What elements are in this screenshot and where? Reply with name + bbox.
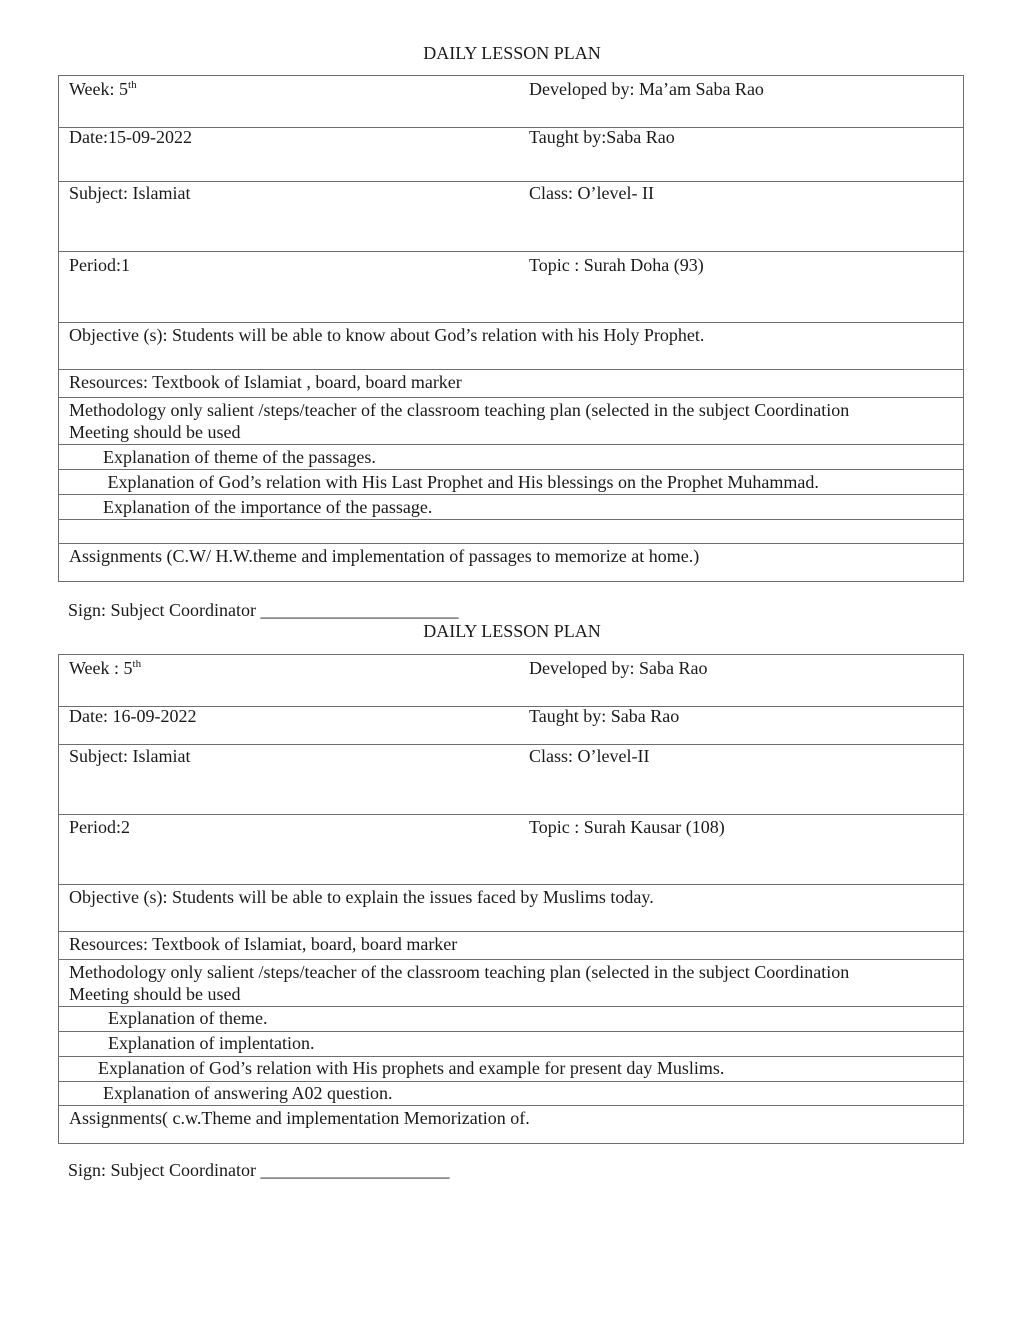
plan1-week: Week: 5th bbox=[69, 79, 137, 99]
plan2-methodology: Methodology only salient /steps/teacher of the classroom teaching plan (selected in the subject Coordination Meeting should be used bbox=[69, 962, 850, 1004]
plan2-step-2-text: Explanation of implentation. bbox=[108, 1033, 315, 1053]
plan2-title: DAILY LESSON PLAN bbox=[423, 621, 601, 641]
plan1-row-assignments bbox=[59, 544, 963, 581]
plan1-step-3-text: Explanation of the importance of the passage. bbox=[103, 497, 433, 517]
plan1-row-objective bbox=[59, 323, 963, 370]
plan2-objective: Objective (s): Students will be able to explain the issues faced by Muslims today. bbox=[69, 887, 654, 907]
plan2-row-assignments bbox=[59, 1106, 963, 1143]
plan2-row-week bbox=[59, 655, 963, 707]
plan2-step-4 bbox=[59, 1082, 963, 1106]
plan1-subject: Subject: Islamiat bbox=[69, 183, 191, 203]
plan1-topic: Topic : Surah Doha (93) bbox=[529, 255, 704, 275]
plan1-row-period bbox=[59, 252, 963, 323]
plan1-row-methodology bbox=[59, 398, 963, 445]
plan2-subject: Subject: Islamiat bbox=[69, 746, 191, 766]
plan1-row-week bbox=[59, 76, 963, 128]
plan2-row-methodology bbox=[59, 960, 963, 1007]
plan1-class: Class: O’level- II bbox=[529, 183, 654, 203]
plan2-table bbox=[58, 654, 964, 1144]
plan2-row-resources bbox=[59, 932, 963, 960]
plan1-resources: Resources: Textbook of Islamiat , board, board marker bbox=[69, 372, 462, 392]
plan1-step-2 bbox=[59, 470, 963, 495]
plan1-period: Period:1 bbox=[69, 255, 130, 275]
plan2-sign: Sign: Subject Coordinator _____________________ bbox=[68, 1160, 450, 1180]
plan2-taught-by: Taught by: Saba Rao bbox=[529, 706, 680, 726]
plan2-step-3 bbox=[59, 1057, 963, 1082]
plan2-date: Date: 16-09-2022 bbox=[69, 706, 197, 726]
plan1-row-resources bbox=[59, 370, 963, 398]
plan1-row-empty bbox=[59, 520, 963, 544]
plan2-period: Period:2 bbox=[69, 817, 130, 837]
plan1-developed-by: Developed by: Ma’am Saba Rao bbox=[529, 79, 764, 99]
plan1-table bbox=[58, 75, 964, 582]
plan2-topic: Topic : Surah Kausar (108) bbox=[529, 817, 725, 837]
plan1-step-2-text: Explanation of God’s relation with His Last Prophet and His blessings on the Prophet Muhammad. bbox=[103, 472, 819, 492]
plan2-week: Week : 5th bbox=[69, 658, 142, 678]
plan1-date: Date:15-09-2022 bbox=[69, 127, 192, 147]
plan1-assignments: Assignments (C.W/ H.W.theme and implementation of passages to memorize at home.) bbox=[69, 546, 700, 566]
plan2-row-subject bbox=[59, 745, 963, 815]
plan2-step-4-text: Explanation of answering A02 question. bbox=[103, 1083, 393, 1103]
plan2-row-objective bbox=[59, 885, 963, 932]
plan2-row-date bbox=[59, 707, 963, 745]
plan1-title: DAILY LESSON PLAN bbox=[423, 43, 601, 63]
plan1-objective: Objective (s): Students will be able to know about God’s relation with his Holy Prophet. bbox=[69, 325, 705, 345]
plan1-row-date bbox=[59, 128, 963, 182]
plan2-step-1 bbox=[59, 1007, 963, 1032]
plan1-step-1 bbox=[59, 445, 963, 470]
plan2-assignments: Assignments( c.w.Theme and implementation Memorization of. bbox=[69, 1108, 530, 1128]
plan1-row-subject bbox=[59, 182, 963, 252]
plan2-class: Class: O’level-II bbox=[529, 746, 650, 766]
plan2-resources: Resources: Textbook of Islamiat, board, board marker bbox=[69, 934, 458, 954]
plan2-step-1-text: Explanation of theme. bbox=[108, 1008, 268, 1028]
plan2-row-period bbox=[59, 815, 963, 885]
plan1-taught-by: Taught by:Saba Rao bbox=[529, 127, 675, 147]
plan2-step-3-text: Explanation of God’s relation with His prophets and example for present day Muslims. bbox=[98, 1058, 725, 1078]
plan2-developed-by: Developed by: Saba Rao bbox=[529, 658, 708, 678]
plan1-step-1-text: Explanation of theme of the passages. bbox=[103, 447, 376, 467]
plan1-step-3 bbox=[59, 495, 963, 520]
plan1-sign: Sign: Subject Coordinator ______________________ bbox=[68, 600, 459, 620]
plan2-step-2 bbox=[59, 1032, 963, 1057]
plan1-methodology: Methodology only salient /steps/teacher of the classroom teaching plan (selected in the subject Coordination Meeting should be used bbox=[69, 400, 850, 442]
